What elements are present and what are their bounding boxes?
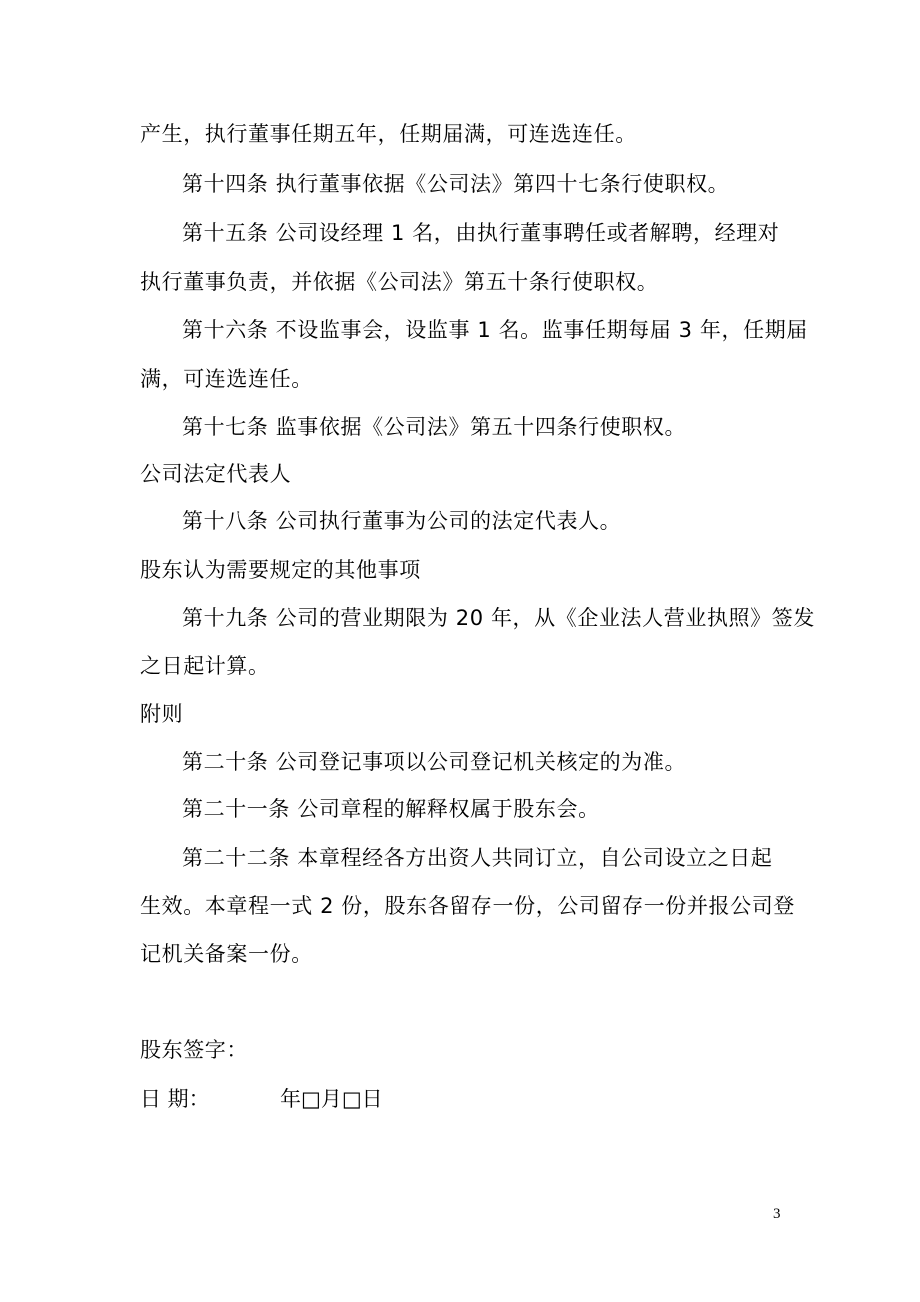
section-heading-legal-representative: 公司法定代表人: [140, 462, 292, 486]
paragraph-line: 生效。本章程一式 2 份，股东各留存一份，公司留存一份并报公司登: [140, 894, 795, 918]
article-20: 第二十条 公司登记事项以公司登记机关核定的为准。: [182, 750, 687, 774]
date-label: 日 期：: [140, 1087, 210, 1111]
paragraph-line: 之日起计算。: [140, 654, 270, 678]
page-number: 3: [773, 1206, 781, 1222]
article-17: 第十七条 监事依据《公司法》第五十四条行使职权。: [182, 415, 687, 439]
paragraph-line: 满，可连选连任。: [140, 367, 313, 391]
date-value: 年□月□日: [280, 1087, 383, 1111]
article-16: 第十六条 不设监事会，设监事 1 名。监事任期每届 3 年，任期届: [182, 318, 808, 342]
article-15: 第十五条 公司设经理 1 名，由执行董事聘任或者解聘，经理对: [182, 221, 780, 245]
paragraph-line: 产生，执行董事任期五年，任期届满，可连选连任。: [140, 122, 637, 146]
article-19: 第十九条 公司的营业期限为 20 年，从《企业法人营业执照》签发: [182, 606, 815, 630]
article-14: 第十四条 执行董事依据《公司法》第四十七条行使职权。: [182, 172, 730, 196]
section-heading-other-matters: 股东认为需要规定的其他事项: [140, 558, 421, 582]
article-22: 第二十二条 本章程经各方出资人共同订立，自公司设立之日起: [182, 846, 773, 870]
paragraph-line: 执行董事负责，并依据《公司法》第五十条行使职权。: [140, 270, 659, 294]
shareholder-signature-label: 股东签字：: [140, 1038, 248, 1062]
section-heading-supplementary: 附则: [140, 702, 184, 726]
paragraph-line: 记机关备案一份。: [140, 942, 313, 966]
article-18: 第十八条 公司执行董事为公司的法定代表人。: [182, 509, 622, 533]
article-21: 第二十一条 公司章程的解释权属于股东会。: [182, 797, 600, 821]
